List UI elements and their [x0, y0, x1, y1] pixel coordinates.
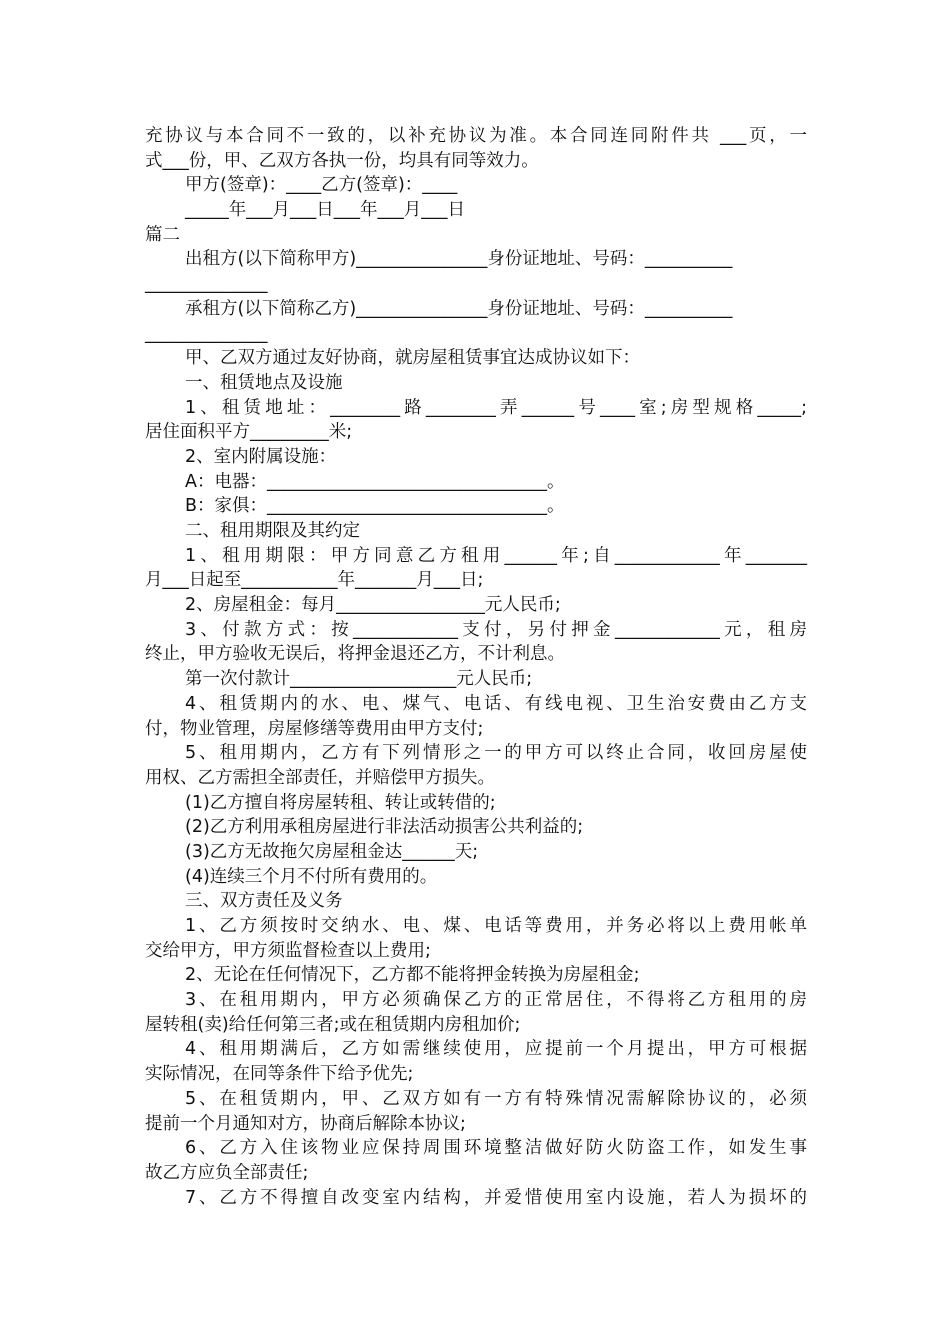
- text-line: 三、双方责任及义务: [185, 891, 343, 912]
- text-line: 2、室内附属设施：: [185, 446, 337, 467]
- text-line: 第一次付款计___________________元人民币;: [185, 669, 533, 690]
- text-line: B：家俱：________________________________。: [185, 496, 565, 517]
- text-line: 4、租赁期内的水、电、煤气、电话、有线电视、卫生治安费由乙方支: [185, 693, 807, 714]
- text-line: 月___日起至___________年_______月___日;: [145, 570, 484, 591]
- text-line: 用权、乙方需担全部责任，并赔偿甲方损失。: [145, 767, 495, 788]
- text-line: 付，物业管理，房屋修缮等费用由甲方支付;: [145, 718, 484, 739]
- text-line: 提前一个月通知对方，协商后解除本协议;: [145, 1113, 466, 1134]
- text-line: 篇二: [145, 224, 180, 245]
- text-line: 充协议与本合同不一致的，以补充协议为准。本合同连同附件共 ___页，一: [145, 126, 807, 146]
- text-line: 5、在租赁期内，甲、乙双方如有一方有特殊情况需解除协议的，必须: [185, 1088, 807, 1109]
- text-line: 3、付款方式：按____________支付，另付押金____________元，租房: [185, 619, 807, 640]
- document-body: [145, 124, 807, 1210]
- text-line: 2、房屋租金：每月_________________元人民币;: [185, 595, 561, 616]
- text-line: 甲、乙双方通过友好协商，就房屋租赁事宜达成协议如下：: [185, 348, 640, 369]
- text-line: 1、乙方须按时交纳水、电、煤、电话等费用，并务必将以上费用帐单: [185, 916, 807, 936]
- text-line: 1、租用期限：甲方同意乙方租用______年;自____________年_______: [185, 545, 807, 566]
- text-line: 居住面积平方_________米;: [145, 422, 353, 443]
- text-line: 甲方(签章)：____乙方(签章)：____: [185, 175, 458, 196]
- text-line: 7、乙方不得擅自改变室内结构，并爱惜使用室内设施，若人为损坏的: [185, 1187, 807, 1208]
- text-line: ______________: [145, 274, 268, 295]
- text-line: 终止，甲方验收无误后，将押金退还乙方，不计利息。: [145, 644, 565, 665]
- text-line: 2、无论在任何情况下，乙方都不能将押金转换为房屋租金;: [185, 965, 640, 986]
- text-line: ______________: [145, 323, 268, 344]
- text-line: (2)乙方利用承租房屋进行非法活动损害公共利益的;: [185, 817, 584, 838]
- text-line: 交给甲方，甲方须监督检查以上费用;: [145, 940, 431, 961]
- text-line: _____年___月___日___年___月___日: [185, 200, 465, 221]
- text-line: 3、在租用期内，甲方必须确保乙方的正常居住，不得将乙方租用的房: [185, 990, 807, 1011]
- text-line: (4)连续三个月不付所有费用的。: [185, 866, 438, 887]
- text-line: 式___份，甲、乙双方各执一份，均具有同等效力。: [145, 150, 539, 171]
- text-line: 承租方(以下简称乙方)_______________身份证地址、号码：__________: [185, 298, 733, 319]
- text-line: 二、租用期限及其约定: [185, 521, 360, 541]
- text-line: 屋转租(卖)给任何第三者;或在租赁期内房租加价;: [145, 1014, 521, 1035]
- text-line: 实际情况，在同等条件下给予优先;: [145, 1064, 414, 1085]
- text-line: 故乙方应负全部责任;: [145, 1162, 309, 1183]
- text-line: A：电器：________________________________。: [185, 471, 565, 492]
- text-line: (3)乙方无故拖欠房屋租金达______天;: [185, 841, 479, 862]
- text-line: 出租方(以下简称甲方)_______________身份证地址、号码：__________: [185, 249, 733, 270]
- text-line: 6、乙方入住该物业应保持周围环境整洁做好防火防盗工作，如发生事: [185, 1138, 807, 1159]
- text-line: 5、租用期内，乙方有下列情形之一的甲方可以终止合同，收回房屋使: [185, 743, 807, 764]
- text-line: (1)乙方擅自将房屋转租、转让或转借的;: [185, 792, 496, 813]
- text-line: 1、租赁地址：________路________弄______号____室;房型规格_____;: [185, 397, 807, 418]
- text-line: 一、租赁地点及设施: [185, 372, 343, 393]
- text-line: 4、租用期满后，乙方如需继续使用，应提前一个月提出，甲方可根据: [185, 1039, 807, 1060]
